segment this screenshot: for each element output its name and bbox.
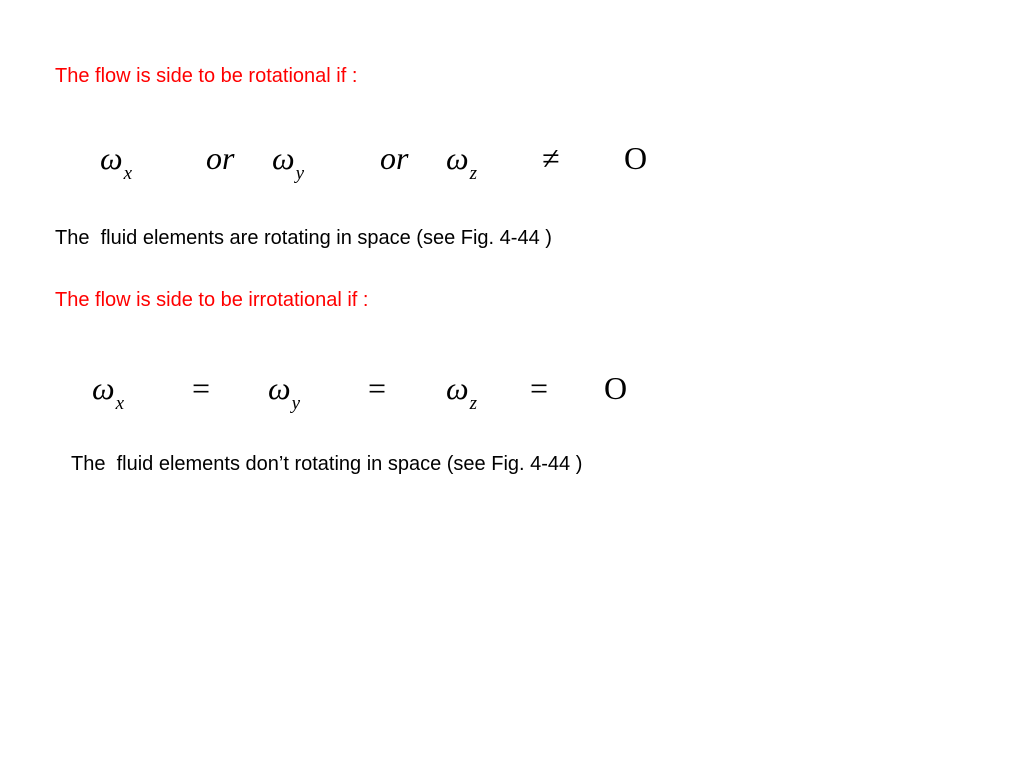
omega-y-term — [268, 368, 300, 414]
omega-y-term — [272, 138, 304, 184]
zero-rhs: O — [604, 370, 628, 406]
omega-symbol: ω — [268, 370, 291, 406]
omega-z-term — [446, 138, 477, 184]
irrotational-equation — [92, 368, 652, 416]
irrotational-note: The fluid elements don’t rotating in space (see Fig. 4-44 ) — [71, 453, 583, 475]
subscript-y: y — [291, 393, 301, 414]
equals-sign: = — [368, 370, 387, 406]
omega-x-term — [92, 368, 124, 414]
or-word: or — [380, 140, 409, 176]
rotational-equation — [100, 138, 680, 186]
subscript-z: z — [469, 163, 477, 184]
omega-symbol: ω — [446, 370, 469, 406]
omega-symbol: ω — [92, 370, 115, 406]
subscript-x: x — [115, 393, 125, 414]
omega-x-term — [100, 138, 132, 184]
omega-symbol: ω — [272, 140, 295, 176]
omega-symbol: ω — [446, 140, 469, 176]
subscript-z: z — [469, 393, 477, 414]
or-word: or — [206, 140, 235, 176]
zero-rhs: O — [624, 140, 648, 176]
subscript-x: x — [123, 163, 133, 184]
irrotational-heading: The flow is side to be irrotational if : — [55, 289, 369, 311]
rotational-note: The fluid elements are rotating in space (see Fig. 4-44 ) — [55, 227, 552, 249]
not-equal-sign: ≠ — [542, 140, 560, 176]
equals-sign: = — [192, 370, 211, 406]
rotational-heading: The flow is side to be rotational if : — [55, 65, 358, 87]
subscript-y: y — [295, 163, 305, 184]
equals-sign: = — [530, 370, 549, 406]
omega-symbol: ω — [100, 140, 123, 176]
omega-z-term — [446, 368, 477, 414]
